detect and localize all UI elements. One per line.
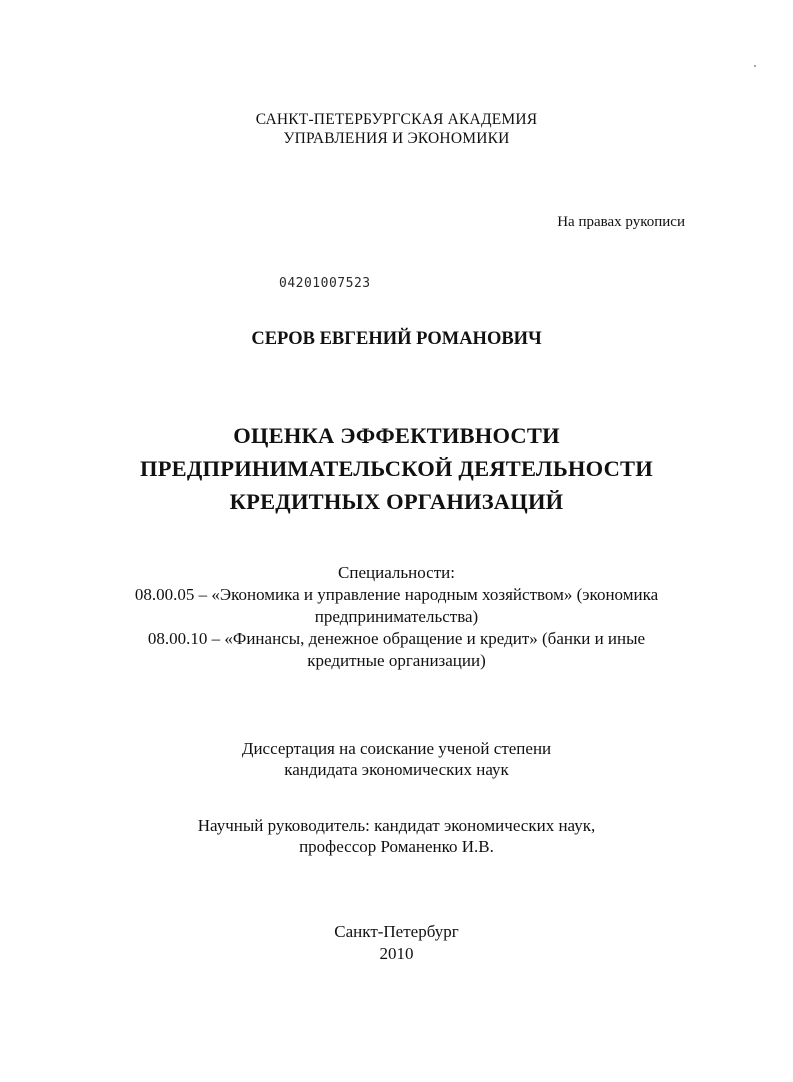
manuscript-rights-note: На правах рукописи <box>557 214 685 230</box>
document-code: 04201007523 <box>279 276 371 291</box>
scan-artifact <box>754 65 756 67</box>
degree-line-2: кандидата экономических наук <box>284 760 509 779</box>
specialty-line-2: предпринимательства) <box>314 607 479 626</box>
title-line-3: КРЕДИТНЫХ ОРГАНИЗАЦИЙ <box>229 489 564 514</box>
institution-line-1: САНКТ-ПЕТЕРБУРГСКАЯ АКАДЕМИЯ <box>255 111 538 128</box>
specialty-line-3: 08.00.10 – «Финансы, денежное обращение и кредит» (банки и иные <box>147 629 646 648</box>
author-name <box>0 328 793 350</box>
institution-line-2: УПРАВЛЕНИЯ И ЭКОНОМИКИ <box>283 130 510 147</box>
supervisor-statement <box>0 815 793 857</box>
specialty-line-1: 08.00.05 – «Экономика и управление народным хозяйством» (экономика <box>134 585 659 604</box>
title-line-2: ПРЕДПРИНИМАТЕЛЬСКОЙ ДЕЯТЕЛЬНОСТИ <box>140 456 653 481</box>
place-and-year <box>0 921 793 965</box>
city-name: Санкт-Петербург <box>334 922 459 941</box>
institution-heading <box>0 110 793 148</box>
specialties-section <box>0 562 793 672</box>
supervisor-line-2: профессор Романенко И.В. <box>299 837 494 856</box>
year: 2010 <box>379 944 414 963</box>
supervisor-line-1: Научный руководитель: кандидат экономических наук, <box>197 816 596 835</box>
specialty-line-4: кредитные организации) <box>307 651 486 670</box>
degree-statement <box>0 738 793 780</box>
title-line-1: ОЦЕНКА ЭФФЕКТИВНОСТИ <box>233 423 560 448</box>
dissertation-title <box>0 419 793 518</box>
degree-line-1: Диссертация на соискание ученой степени <box>241 739 552 758</box>
author-name-text: СЕРОВ ЕВГЕНИЙ РОМАНОВИЧ <box>251 329 542 349</box>
specialties-heading: Специальности: <box>338 563 455 582</box>
